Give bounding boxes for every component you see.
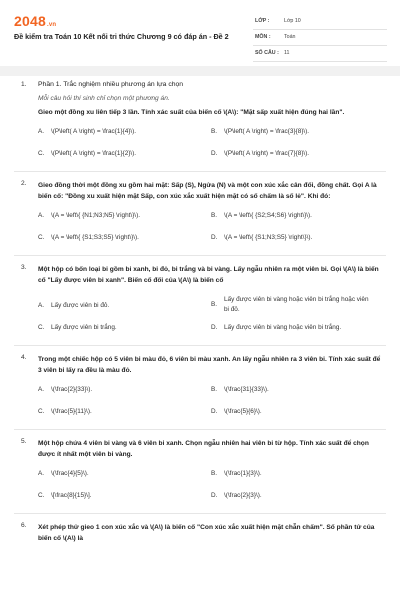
question-number: 5.: [21, 438, 27, 445]
option-text: \[\frac{8}{15}\].: [51, 492, 92, 499]
document-header: [0, 0, 400, 66]
option-text: \(P\left( A \right) = \frac{3}{8}\).: [224, 128, 310, 135]
question-2: [0, 180, 400, 255]
option-text: \(\frac{2}{33}\).: [51, 386, 93, 393]
option-letter: B.: [211, 470, 218, 477]
option-letter: C.: [38, 150, 45, 157]
options-grid: [0, 211, 400, 255]
question-stem: Gieo một đồng xu liên tiếp 3 lần. Tính xác suất của biến cố \(A\): "Mặt sấp xuất hiện đúng hai lần".: [38, 109, 345, 116]
document-title: Đề kiểm tra Toán 10 Kết nối tri thức Chương 9 có đáp án - Đề 2: [14, 32, 229, 41]
option-row: [0, 211, 400, 233]
option-letter: D.: [211, 408, 218, 415]
option-row: [0, 295, 400, 323]
header-separator: [0, 66, 400, 76]
option-letter: C.: [38, 324, 45, 331]
options-grid: [0, 295, 400, 345]
option-letter: A.: [38, 128, 45, 135]
question-number: 2.: [21, 180, 27, 187]
option-letter: C.: [38, 492, 45, 499]
meta-value: 11: [284, 50, 290, 56]
option-letter: C.: [38, 234, 45, 241]
question-stem: Một hộp chứa 4 viên bi vàng và 6 viên bi xanh. Chọn ngẫu nhiên hai viên bi từ hộp. Tính xác suất để chọn được ít nhất một viên bi vàng.: [38, 440, 369, 458]
option-row: [0, 233, 400, 255]
option-letter: D.: [211, 324, 218, 331]
option-text: \(\frac{2}{3}\).: [224, 492, 262, 499]
meta-row-subject: [253, 30, 387, 46]
meta-panel: [253, 14, 387, 62]
option-text: \(A = \left\{ {N1;N3;N5} \right\}\).: [51, 212, 140, 219]
meta-row-count: [253, 46, 387, 62]
question-number: 4.: [21, 354, 27, 361]
logo-tld: .vn: [46, 22, 57, 28]
option-text: \(P\left( A \right) = \frac{1}{4}\).: [51, 128, 137, 135]
part-instruction: [0, 91, 400, 107]
options-grid: [0, 469, 400, 513]
question-5: [0, 438, 400, 513]
question-list: [0, 76, 400, 544]
question-stem: Một hộp có bốn loại bi gồm bi xanh, bi đỏ, bi trắng và bi vàng. Lấy ngẫu nhiên ra một viên bi. Gọi \(A\) là biến cố "Lấy được viên bi xanh". Biến cố đối của \(A\) là biến cố: [38, 266, 379, 284]
option-text: \(P\left( A \right) = \frac{7}{8}\).: [224, 150, 310, 157]
meta-key: SỐ CÂU :: [255, 50, 279, 56]
meta-value: Lớp 10: [284, 18, 301, 24]
option-row: [0, 385, 400, 407]
instruction-text: Mỗi câu hỏi thí sinh chỉ chọn một phương án.: [38, 95, 170, 102]
option-letter: A.: [38, 470, 45, 477]
option-text: Lấy được viên bi trắng.: [51, 324, 117, 331]
question-number: 3.: [21, 264, 27, 271]
option-text: Lấy được viên bi vàng hoặc viên bi trắng hoặc viên bi đỏ.: [224, 296, 369, 313]
option-text: \(P\left( A \right) = \frac{1}{2}\).: [51, 150, 137, 157]
option-row: [0, 149, 400, 171]
question-number: 6.: [21, 522, 27, 529]
logo-text: 2048: [14, 13, 46, 29]
question-3: [0, 264, 400, 345]
option-text: Lấy được viên bi vàng hoặc viên bi trắng.: [224, 324, 342, 331]
option-letter: D.: [211, 234, 218, 241]
meta-row-class: [253, 14, 387, 30]
option-letter: B.: [211, 212, 218, 219]
option-text: \(\frac{5}{11}\).: [51, 408, 92, 415]
option-letter: D.: [211, 492, 218, 499]
options-grid: [0, 127, 400, 171]
option-letter: B.: [211, 301, 218, 308]
option-text: \(A = \left\{ {S1;S3;S5} \right\}\).: [51, 234, 139, 241]
part-title: Phần 1. Trắc nghiệm nhiều phương án lựa chọn: [38, 81, 184, 88]
question-stem: Trong một chiếc hộp có 5 viên bi màu đỏ, 6 viên bi màu xanh. An lấy ngẫu nhiên ra 3 viên bi. Tính xác suất để 3 viên bi lấy ra đều là màu đỏ.: [38, 356, 381, 374]
options-grid: [0, 385, 400, 429]
question-1: [0, 107, 400, 171]
part-number: 1.: [21, 81, 27, 88]
option-letter: A.: [38, 386, 45, 393]
part-heading: [0, 76, 400, 91]
option-row: [0, 127, 400, 149]
option-text: \(A = \left\{ {S2;S4;S6} \right\}\).: [224, 212, 312, 219]
meta-value: Toán: [284, 34, 296, 40]
option-letter: A.: [38, 212, 45, 219]
option-letter: A.: [38, 302, 45, 309]
option-letter: B.: [211, 128, 218, 135]
option-letter: B.: [211, 386, 218, 393]
option-text: Lấy được viên bi đỏ.: [51, 302, 110, 309]
question-4: [0, 354, 400, 429]
option-text: \(A = \left\{ {S1;N3;S5} \right\}\).: [224, 234, 313, 241]
option-letter: D.: [211, 150, 218, 157]
meta-key: MÔN :: [255, 34, 271, 40]
option-row: [0, 323, 400, 345]
option-letter: C.: [38, 408, 45, 415]
meta-key: LỚP :: [255, 18, 270, 24]
option-row: [0, 491, 400, 513]
question-stem: Gieo đồng thời một đồng xu gồm hai mặt: Sấp (S), Ngửa (N) và một con xúc xắc cân đối, đồng chất. Gọi A là biến cố: "Đồng xu xuất hiện mặt Sấp, con xúc xắc xuất hiện mặt có số chấm là số lẻ". Khi đó:: [38, 182, 377, 200]
option-text: \(\frac{4}{5}\).: [51, 470, 89, 477]
option-text: \(\frac{1}{3}\).: [224, 470, 262, 477]
option-row: [0, 469, 400, 491]
question-stem: Xét phép thử gieo 1 con xúc xắc và \(A\) là biến cố "Con xúc xắc xuất hiện mặt chẵn chấm". Số phần tử của biến cố \(A\) là: [38, 524, 375, 542]
option-text: \(\frac{5}{6}\).: [224, 408, 262, 415]
option-text: \(\frac{31}{33}\).: [224, 386, 269, 393]
option-row: [0, 407, 400, 429]
site-logo[interactable]: [14, 13, 56, 29]
question-6: [0, 522, 400, 544]
